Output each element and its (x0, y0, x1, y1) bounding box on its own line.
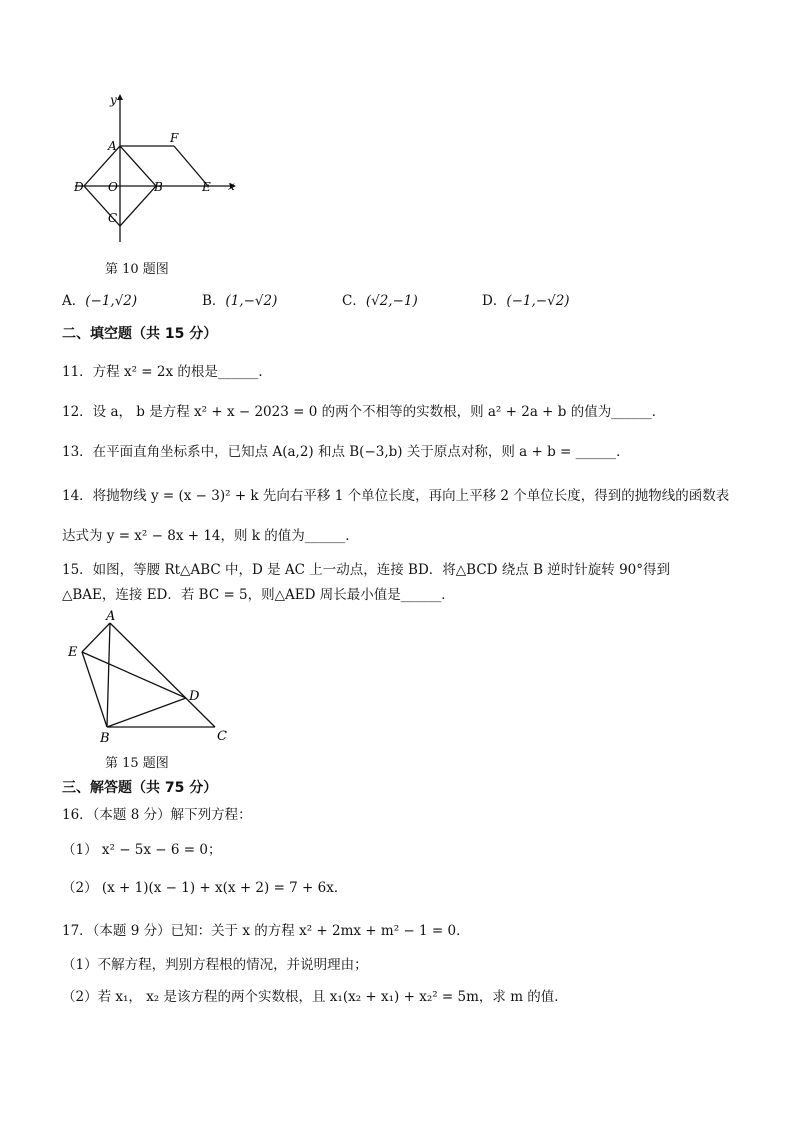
label-d: D (74, 180, 84, 194)
option-value: (√2,−1) (365, 293, 418, 309)
label-e: E (202, 180, 211, 194)
label-b: B (100, 731, 110, 746)
question-15-line-2: △BAE，连接 ED．若 BC = 5，则△AED 周长最小值是______． (62, 587, 455, 603)
question-16-part-1: （1） x² − 5x − 6 = 0； (62, 842, 222, 858)
figure-15-diagram (62, 606, 242, 746)
figure-15-caption: 第 15 题图 (105, 756, 169, 771)
segment-ae (82, 623, 110, 652)
question-13: 13．在平面直角坐标系中，已知点 A(a,2) 和点 B(−3,b) 关于原点对称，则 a + b = ______． (62, 444, 630, 460)
question-15-line-1: 15．如图，等腰 Rt△ABC 中，D 是 AC 上一动点，连接 BD．将△BCD 绕点 B 逆时针旋转 90°得到 (62, 562, 671, 578)
label-c: C (217, 729, 227, 744)
label-c: C (108, 211, 118, 225)
label-x: x (228, 179, 235, 193)
question-17-part-1: （1）不解方程，判别方程根的情况，并说明理由； (62, 957, 368, 973)
section-3-title: 三、解答题（共 75 分） (62, 780, 218, 796)
label-b: B (154, 180, 163, 194)
option-value: (1,−√2) (225, 293, 278, 309)
label-y: y (110, 93, 117, 107)
option-letter: A． (62, 293, 86, 309)
label-a: A (106, 609, 116, 624)
option-letter: D． (482, 293, 507, 309)
question-12: 12．设 a， b 是方程 x² + x − 2023 = 0 的两个不相等的实数根，则 a² + 2a + b 的值为______． (62, 404, 666, 420)
label-a: A (108, 139, 117, 153)
option-letter: C． (342, 293, 366, 309)
q10-option-d[interactable] (482, 289, 570, 309)
segment-ac (110, 623, 215, 727)
figure-10-caption: 第 10 题图 (105, 262, 169, 277)
question-14-line-2: 达式为 y = x² − 8x + 14，则 k 的值为______． (62, 528, 359, 544)
label-d: D (189, 689, 200, 704)
q10-option-b[interactable] (202, 289, 277, 309)
segment-eb (82, 652, 107, 727)
segment-ab (107, 623, 110, 727)
segment-ed (82, 652, 186, 698)
question-16-part-2: （2） (x + 1)(x − 1) + x(x + 2) = 7 + 6x． (62, 880, 348, 896)
section-2-title: 二、填空题（共 15 分） (62, 326, 218, 342)
question-14-line-1: 14．将抛物线 y = (x − 3)² + k 先向右平移 1 个单位长度，再向上平移 2 个单位长度，得到的抛物线的函数表 (62, 488, 730, 504)
figure-10-diagram (70, 92, 250, 247)
question-16-title: 16．（本题 8 分）解下列方程： (62, 807, 252, 823)
label-f: F (170, 131, 179, 145)
question-17-title: 17．（本题 9 分）已知：关于 x 的方程 x² + 2mx + m² − 1 = 0． (62, 923, 470, 939)
option-value: (−1,√2) (85, 293, 138, 309)
question-11: 11．方程 x² = 2x 的根是______． (62, 364, 272, 380)
question-17-part-2: （2）若 x₁， x₂ 是该方程的两个实数根，且 x₁(x₂ + x₁) + x₂² = 5m，求 m 的值． (62, 989, 568, 1005)
option-letter: B． (202, 293, 226, 309)
segment-bd (107, 698, 186, 727)
y-axis-arrow (117, 94, 123, 100)
label-o: O (108, 180, 118, 194)
q10-option-c[interactable] (342, 289, 418, 309)
label-e: E (68, 645, 78, 660)
q10-option-a[interactable] (62, 289, 137, 309)
option-value: (−1,−√2) (506, 293, 570, 309)
